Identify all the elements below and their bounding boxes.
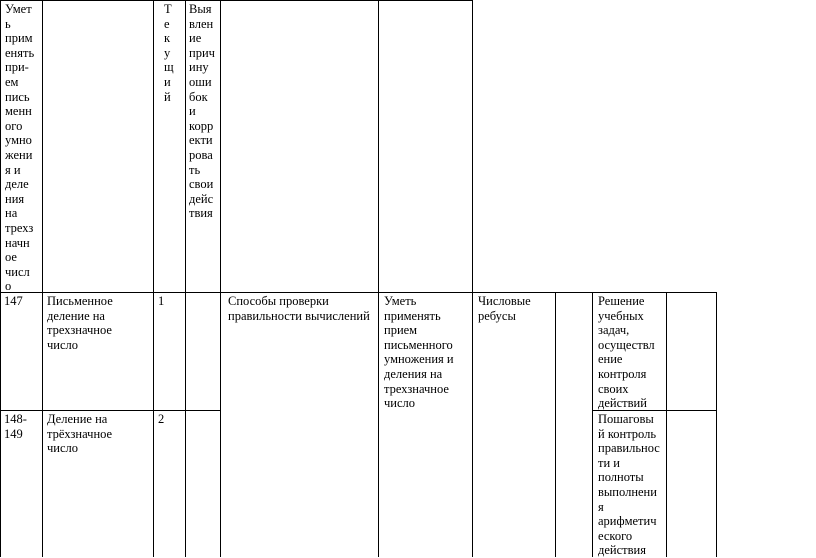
lesson-number: 147 xyxy=(4,294,23,308)
table-rule xyxy=(0,0,1,557)
table-rule xyxy=(716,292,717,557)
lesson-uud: Решение учебных задач, осуществл ение контроля своих действий xyxy=(598,294,655,411)
lesson-content: Способы проверки правильности вычислений xyxy=(228,294,370,323)
table-rule xyxy=(220,0,221,557)
lesson-uud: Пошаговы й контроль правильнос ти и полноты выполнени я арифметич еского действия xyxy=(598,412,660,558)
table-rule xyxy=(153,0,154,557)
skill-cell-top: Умет ь прим енять при- ем пись менн ого умно жени я и деле ния на трехз начн ое числ о xyxy=(5,2,35,294)
table-rule xyxy=(666,292,667,557)
table-rule xyxy=(378,0,379,557)
table-rule xyxy=(185,0,186,557)
control-type-cell: Т е к у щ и й xyxy=(164,2,174,104)
lesson-topic: Деление на трёхзначное число xyxy=(47,412,113,456)
table-rule xyxy=(555,292,556,557)
reflection-cell: Выя влен ие прич ину оши бок и корр екти рова ть свои дейс твия xyxy=(189,2,215,221)
lesson-topic: Письменное деление на трехзначное число xyxy=(47,294,113,352)
table-rule xyxy=(592,292,593,557)
table-rule xyxy=(0,0,472,1)
lesson-extra: Числовые ребусы xyxy=(478,294,531,323)
table-rule xyxy=(472,0,473,557)
table-rule xyxy=(0,410,220,411)
lesson-hours: 1 xyxy=(158,294,165,308)
lesson-number: 148- 149 xyxy=(4,412,27,441)
table-rule xyxy=(42,0,43,557)
lesson-hours: 2 xyxy=(158,412,165,426)
lesson-skills: Уметь применять прием письменного умножения и деления на трехзначное число xyxy=(384,294,454,411)
table-rule xyxy=(0,292,716,293)
